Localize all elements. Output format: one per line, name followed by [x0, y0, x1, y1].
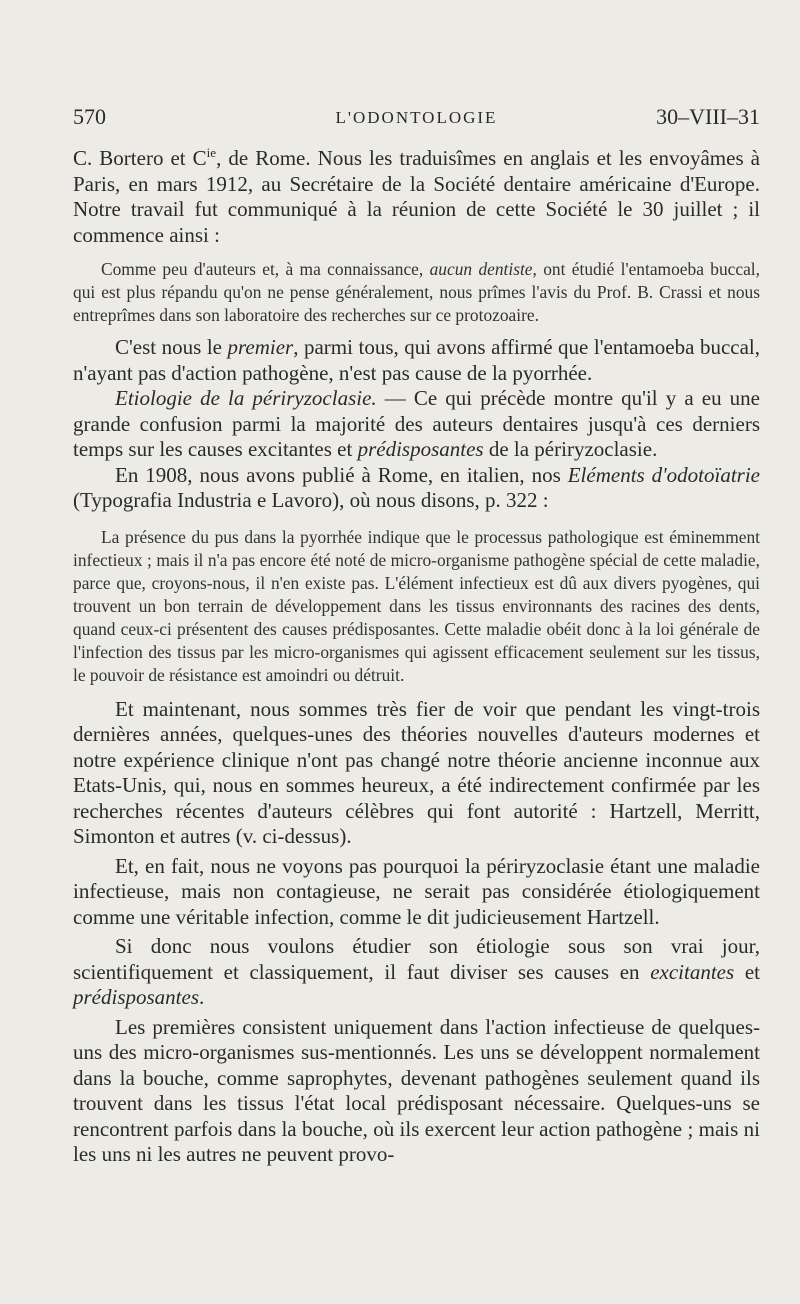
journal-title: L'ODONTOLOGIE	[335, 108, 498, 127]
page-content	[73, 146, 760, 1168]
quotation-1: Comme peu d'auteurs et, à ma connaissance, aucun dentiste, ont étudié l'entamoeba buccal, qui est plus répandu qu'on ne pense généralement, nous prîmes l'avis du Prof. B. Crassi et nous entreprîmes dans son laboratoire des recherches sur ce protozoaire.	[73, 259, 760, 325]
paragraph-4: En 1908, nous avons publié à Rome, en italien, nos Eléments d'odotoïatrie (Typografia Industria e Lavoro), où nous disons, p. 322 :	[73, 462, 760, 512]
page-number: 570	[73, 104, 106, 129]
paragraph-7: Si donc nous voulons étudier son étiologie sous son vrai jour, scientifiquement et classiquement, il faut diviser ses causes en excitantes et prédisposantes.	[73, 934, 761, 1009]
issue-date: 30–VIII–31	[656, 104, 760, 129]
paragraph-1: C. Bortero et $C^{ie}$, de Rome. Nous les traduisîmes en anglais et les envoyâmes à Paris, en mars 1912, au Secrétaire de la Société dentaire américaine d'Europe. Notre travail fut communiqué à la réunion de cette Société le 30 juillet ; il commence ainsi :	[73, 145, 760, 247]
paragraph-8: Les premières consistent uniquement dans l'action infectieuse de quelques-uns des micro-organismes sus-mentionnés. Les uns se développent normalement dans la bouche, comme saprophytes, devenant pathogènes seulement quand ils trouvent dans les tissus l'état local prédisposant nécessaire. Quelques-uns se rencontrent parfois dans la bouche, où ils exercent leur action pathogène ; mais ni les uns ni les autres ne peuvent provo-	[73, 1014, 760, 1166]
running-head	[73, 104, 760, 138]
section-heading: Etiologie de la périryzoclasie.	[115, 386, 377, 410]
paragraph-6: Et, en fait, nous ne voyons pas pourquoi la périryzoclasie étant une maladie infectieuse, mais non contagieuse, ne serait pas considérée étiologiquement comme une véritable infection, comme le dit judicieusement Hartzell.	[73, 853, 760, 929]
quotation-2: La présence du pus dans la pyorrhée indique que le processus pathologique est éminemment infectieux ; mais il n'a pas encore été noté de micro-organisme pathogène spécial de cette maladie, parce que, croyons-nous, il n'en existe pas. L'élément infectieux est dû aux divers pyogènes, qui trouvent un bon terrain de développement dans les tissus environnants des racines des dents, quand ceux-ci présentent des causes prédisposantes. Cette maladie obéit donc à la loi générale de l'infection des tissus par les micro-organismes qui agissent efficacement seulement sur les tissus, le pouvoir de résistance est amoindri ou détruit.	[73, 526, 760, 685]
paragraph-5: Et maintenant, nous sommes très fier de voir que pendant les vingt-trois dernières années, quelques-unes des théories nouvelles d'auteurs modernes et notre expérience clinique n'ont pas changé notre théorie ancienne inconnue aux Etats-Unis, qui, nous en sommes heureux, a été indirectement confirmée par les recherches récentes d'auteurs célèbres qui font autorité : Hartzell, Merritt, Simonton et autres (v. ci-dessus).	[73, 696, 760, 848]
paragraph-3: Etiologie de la périryzoclasie. — Ce qui précède montre qu'il y a eu une grande confusion parmi la majorité des auteurs dentaires jusqu'à ces derniers temps sur les causes excitantes et prédisposantes de la périryzoclasie.	[73, 386, 760, 461]
paragraph-2: C'est nous le premier, parmi tous, qui avons affirmé que l'entamoeba buccal, n'ayant pas d'action pathogène, n'est pas cause de la pyorrhée.	[73, 335, 760, 385]
